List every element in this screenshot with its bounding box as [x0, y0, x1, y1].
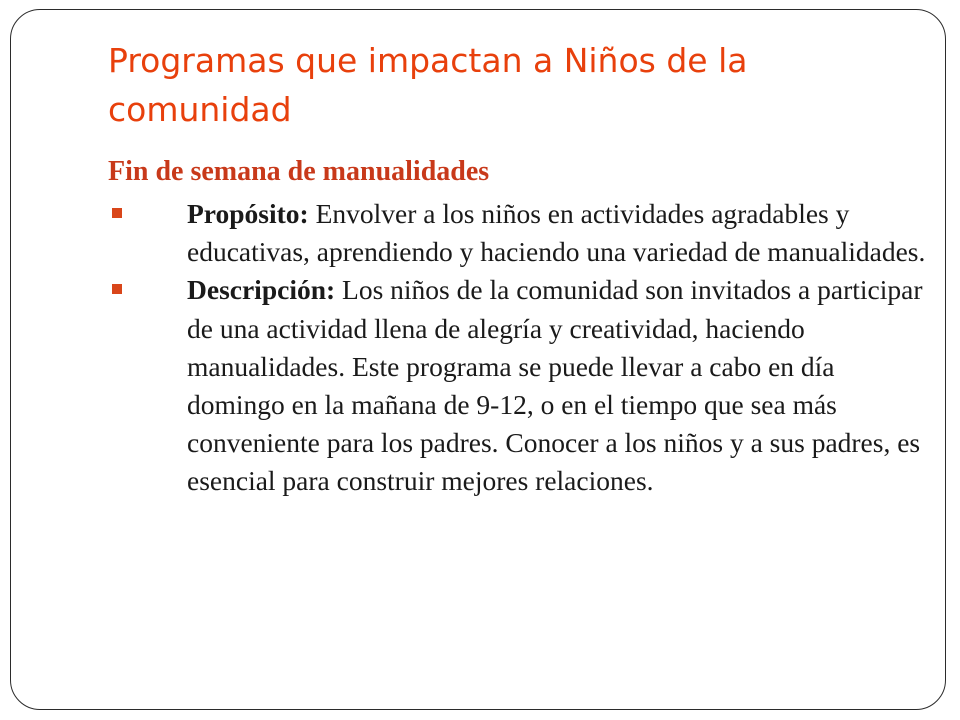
section-subtitle: Fin de semana de manualidades — [108, 156, 490, 187]
square-bullet-icon — [112, 284, 122, 294]
bullet-heading: Descripción: — [187, 274, 336, 306]
bullet-list — [108, 195, 928, 501]
square-bullet-icon — [112, 208, 122, 218]
slide-title: Programas que impactan a Niños de la comunidad — [108, 41, 748, 129]
bullet-text: Envolver a los niños en actividades agradables y educativas, aprendiendo y haciendo una variedad de manualidades. — [187, 198, 926, 268]
list-item-descripcion — [108, 271, 928, 500]
list-item-proposito — [108, 195, 928, 271]
bullet-text: Los niños de la comunidad son invitados a participar de una actividad llena de alegría y creatividad, haciendo manualidades. Este programa se puede llevar a cabo en día domingo en la mañana de 9-12, o en el tiempo que sea más conveniente para los padres. Conocer a los niños y a sus padres, es esencial para construir mejores relaciones. — [187, 274, 923, 497]
bullet-heading: Propósito: — [187, 198, 309, 229]
